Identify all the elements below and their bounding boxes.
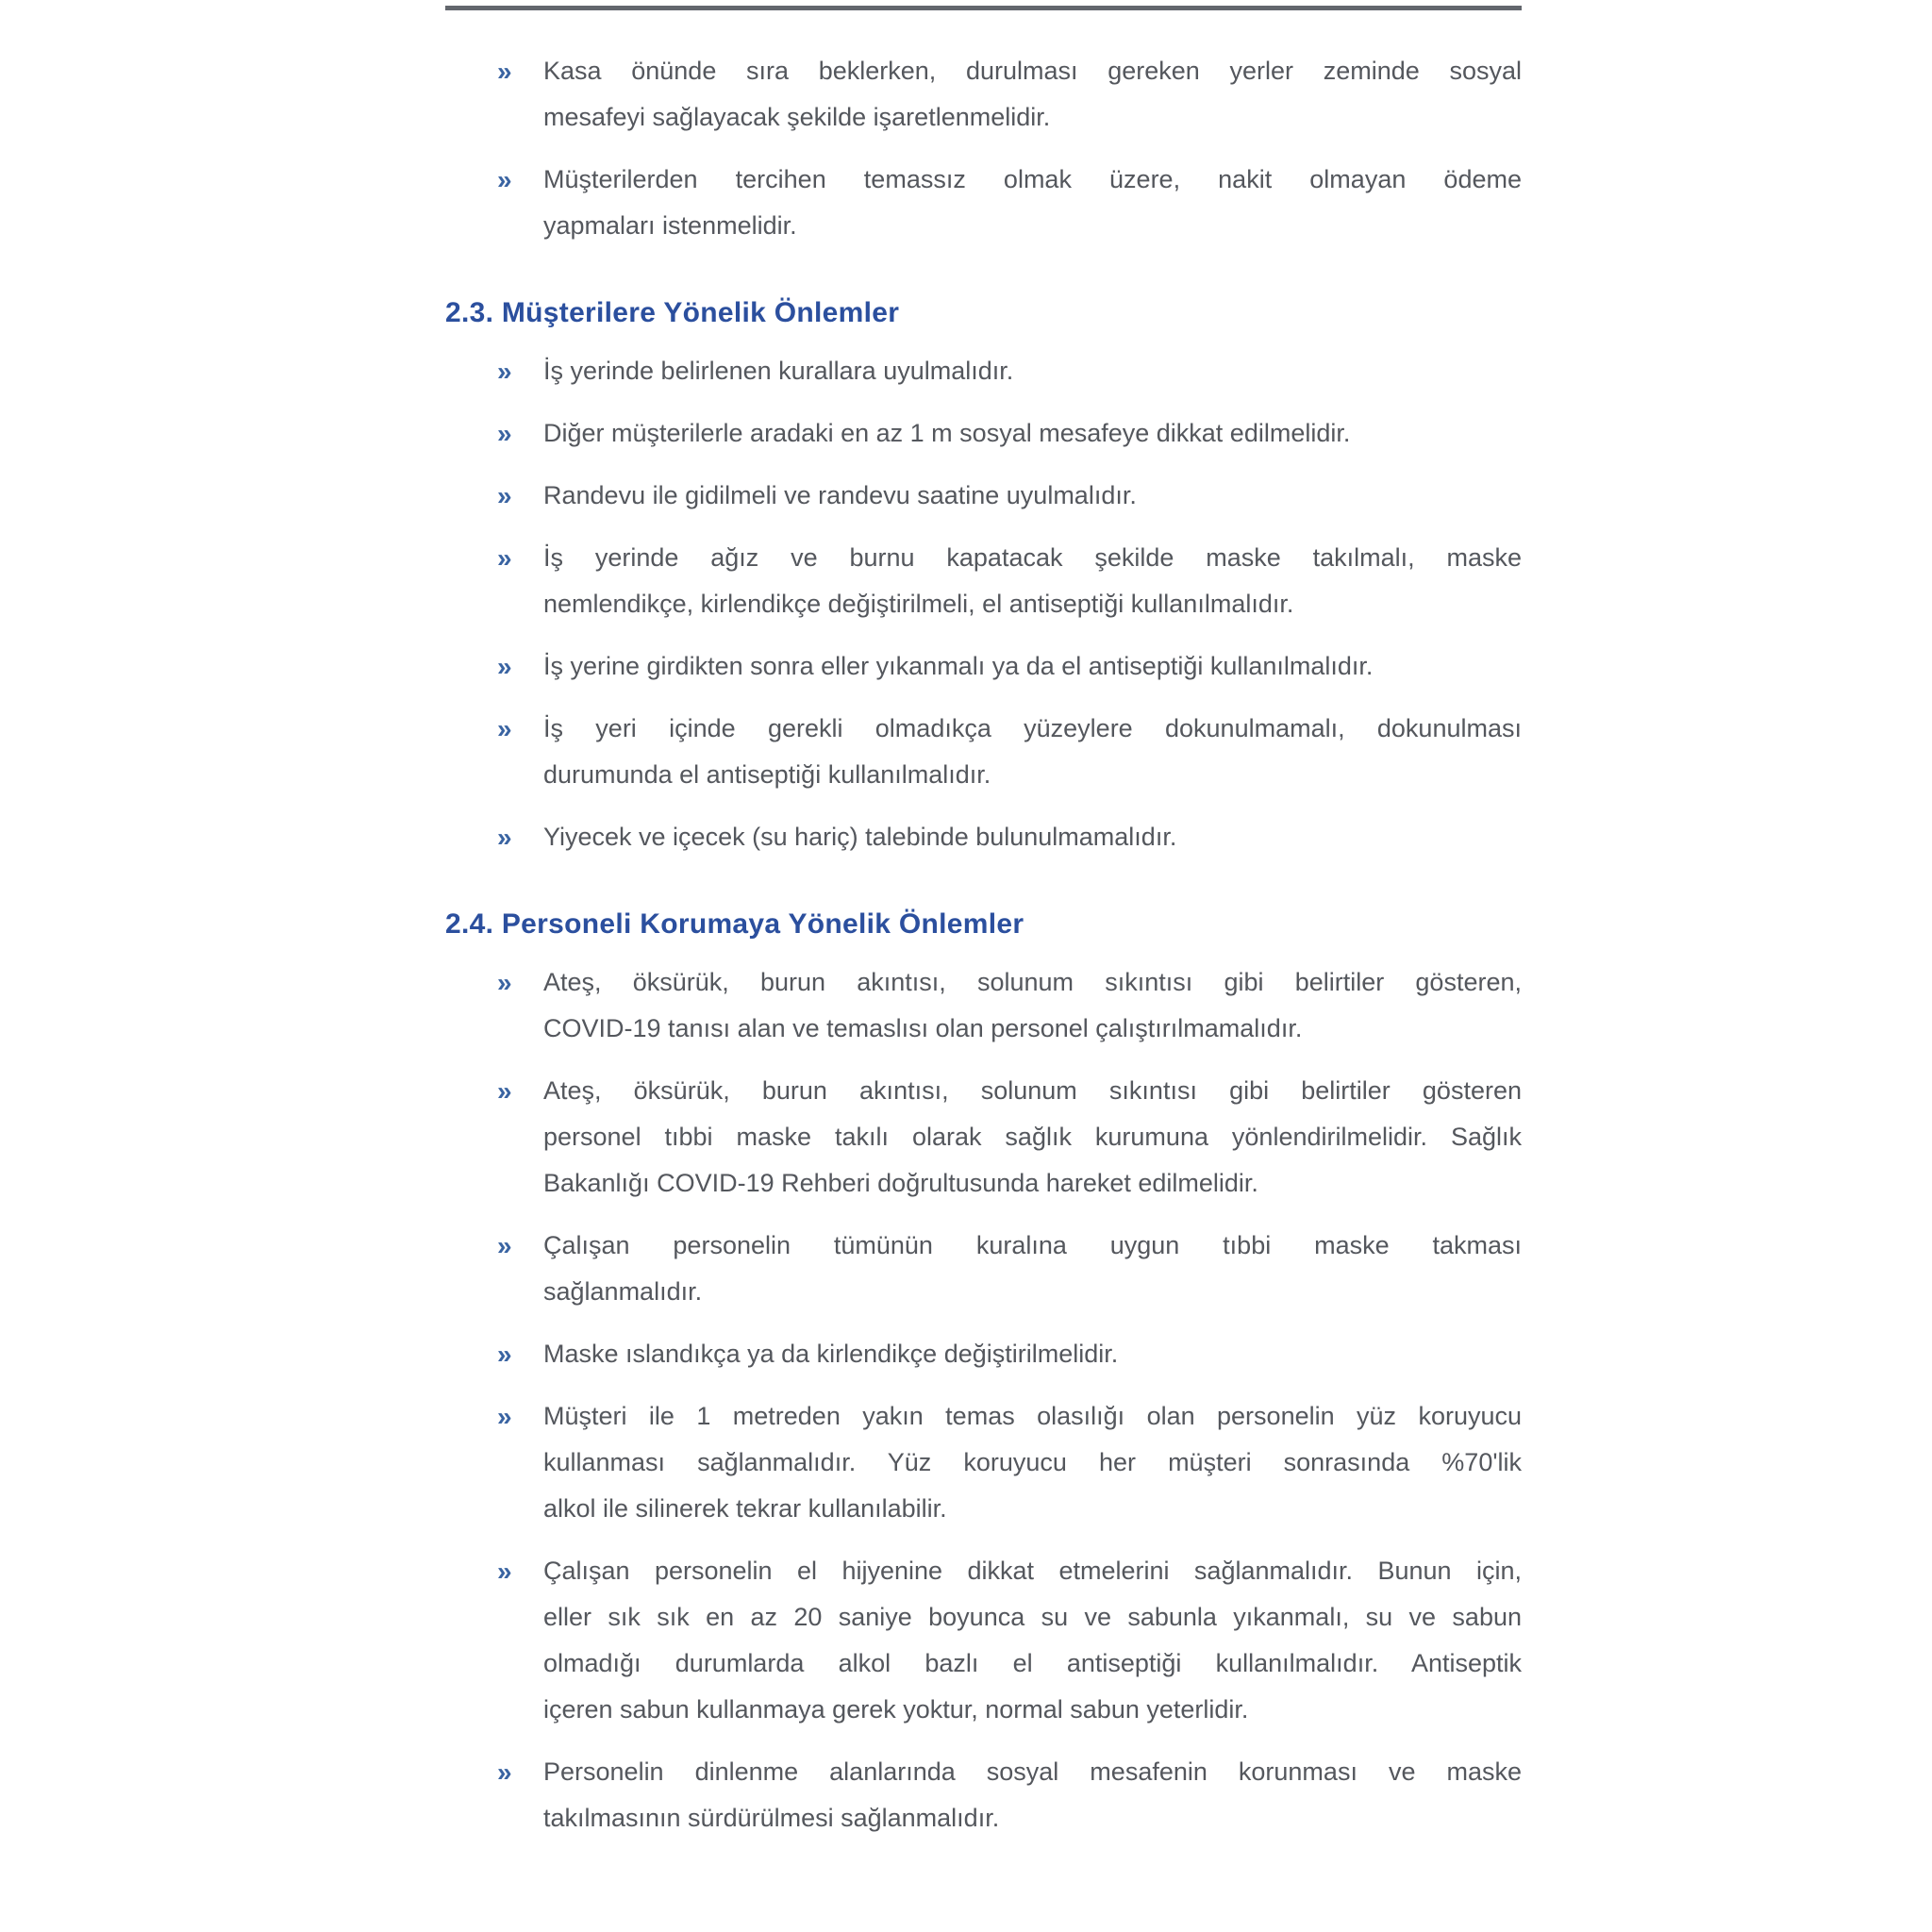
bullet-line: Çalışan personelin tümünün kuralına uygun tıbbi maske takması bbox=[543, 1231, 1522, 1259]
bullet-item bbox=[445, 1331, 1522, 1377]
bullet-line: takılmasının sürdürülmesi sağlanmalıdır. bbox=[543, 1804, 1000, 1832]
bullet-text bbox=[543, 1331, 1522, 1377]
bullet-text bbox=[543, 473, 1522, 519]
bullet-line: İş yerine girdikten sonra eller yıkanmalı ya da el antiseptiği kullanılmalıdır. bbox=[543, 652, 1374, 680]
bullet-text bbox=[543, 1548, 1522, 1733]
bullet-line: yapmaları istenmelidir. bbox=[543, 211, 797, 240]
bullet-line: durumunda el antiseptiği kullanılmalıdır. bbox=[543, 760, 991, 789]
bullet-line: nemlendikçe, kirlendikçe değiştirilmeli, el antiseptiği kullanılmalıdır. bbox=[543, 590, 1294, 618]
bullet-line: Maske ıslandıkça ya da kirlendikçe değiştirilmelidir. bbox=[543, 1340, 1119, 1368]
bullet-line: Bakanlığı COVID-19 Rehberi doğrultusunda hareket edilmelidir. bbox=[543, 1169, 1258, 1197]
bullet-item bbox=[445, 1068, 1522, 1207]
bullet-line: eller sık sık en az 20 saniye boyunca su ve sabunla yıkanmalı, su ve sabun bbox=[543, 1603, 1522, 1631]
bullet-item bbox=[445, 410, 1522, 457]
bullet-line: personel tıbbi maske takılı olarak sağlık kurumuna yönlendirilmelidir. Sağlık bbox=[543, 1123, 1522, 1151]
bullet-marker-icon: » bbox=[497, 1231, 512, 1260]
top-divider-rule bbox=[445, 6, 1522, 10]
bullet-marker-icon: » bbox=[497, 419, 512, 448]
bullet-text bbox=[543, 959, 1522, 1052]
section-heading: 2.4. Personeli Korumaya Yönelik Önlemler bbox=[445, 908, 1024, 940]
bullet-item bbox=[445, 959, 1522, 1052]
bullet-item bbox=[445, 48, 1522, 141]
bullet-item bbox=[445, 1393, 1522, 1532]
bullet-line: olmadığı durumlarda alkol bazlı el antiseptiği kullanılmalıdır. Antiseptik bbox=[543, 1649, 1522, 1677]
document-content bbox=[445, 48, 1522, 1857]
bullet-marker-icon: » bbox=[497, 714, 512, 743]
bullet-text bbox=[543, 410, 1522, 457]
bullet-line: Ateş, öksürük, burun akıntısı, solunum sıkıntısı gibi belirtiler gösteren bbox=[543, 1076, 1522, 1105]
bullet-item bbox=[445, 1548, 1522, 1733]
bullet-text bbox=[543, 157, 1522, 249]
bullet-marker-icon: » bbox=[497, 823, 512, 852]
bullet-item bbox=[445, 157, 1522, 249]
bullet-text bbox=[543, 48, 1522, 141]
bullet-marker-icon: » bbox=[497, 652, 512, 681]
bullet-item bbox=[445, 706, 1522, 798]
bullet-line: İş yerinde ağız ve burnu kapatacak şekilde maske takılmalı, maske bbox=[543, 543, 1522, 572]
bullet-marker-icon: » bbox=[497, 57, 512, 86]
bullet-text bbox=[543, 1223, 1522, 1315]
bullet-marker-icon: » bbox=[497, 357, 512, 386]
bullet-line: Diğer müşterilerle aradaki en az 1 m sosyal mesafeye dikkat edilmelidir. bbox=[543, 419, 1351, 447]
bullet-item bbox=[445, 473, 1522, 519]
bullet-line: Çalışan personelin el hijyenine dikkat etmelerini sağlanmalıdır. Bunun için, bbox=[543, 1557, 1522, 1585]
bullet-line: Müşteri ile 1 metreden yakın temas olasılığı olan personelin yüz koruyucu bbox=[543, 1402, 1522, 1430]
bullet-marker-icon: » bbox=[497, 543, 512, 573]
bullet-marker-icon: » bbox=[497, 1557, 512, 1586]
bullet-marker-icon: » bbox=[497, 165, 512, 194]
section-heading: 2.3. Müşterilere Yönelik Önlemler bbox=[445, 297, 900, 328]
bullet-item bbox=[445, 643, 1522, 690]
bullet-text bbox=[543, 348, 1522, 394]
bullet-item bbox=[445, 535, 1522, 627]
bullet-text bbox=[543, 535, 1522, 627]
bullet-marker-icon: » bbox=[497, 481, 512, 510]
bullet-line: içeren sabun kullanmaya gerek yoktur, normal sabun yeterlidir. bbox=[543, 1695, 1249, 1724]
bullet-line: Personelin dinlenme alanlarında sosyal mesafenin korunması ve maske bbox=[543, 1757, 1522, 1786]
content-column bbox=[445, 0, 1522, 1857]
bullet-line: İş yeri içinde gerekli olmadıkça yüzeylere dokunulmamalı, dokunulması bbox=[543, 714, 1522, 742]
bullet-marker-icon: » bbox=[497, 1340, 512, 1369]
bullet-marker-icon: » bbox=[497, 968, 512, 997]
bullet-item bbox=[445, 1223, 1522, 1315]
bullet-item bbox=[445, 348, 1522, 394]
bullet-item bbox=[445, 814, 1522, 860]
bullet-line: sağlanmalıdır. bbox=[543, 1277, 703, 1306]
bullet-text bbox=[543, 814, 1522, 860]
bullet-text bbox=[543, 706, 1522, 798]
bullet-text bbox=[543, 643, 1522, 690]
bullet-text bbox=[543, 1068, 1522, 1207]
bullet-marker-icon: » bbox=[497, 1076, 512, 1106]
bullet-line: mesafeyi sağlayacak şekilde işaretlenmelidir. bbox=[543, 103, 1051, 131]
bullet-line: Kasa önünde sıra beklerken, durulması gereken yerler zeminde sosyal bbox=[543, 57, 1522, 85]
bullet-line: Ateş, öksürük, burun akıntısı, solunum sıkıntısı gibi belirtiler gösteren, bbox=[543, 968, 1522, 996]
bullet-text bbox=[543, 1749, 1522, 1841]
bullet-marker-icon: » bbox=[497, 1402, 512, 1431]
bullet-text bbox=[543, 1393, 1522, 1532]
bullet-marker-icon: » bbox=[497, 1757, 512, 1787]
bullet-line: alkol ile silinerek tekrar kullanılabilir. bbox=[543, 1494, 947, 1523]
bullet-line: Müşterilerden tercihen temassız olmak üzere, nakit olmayan ödeme bbox=[543, 165, 1522, 193]
bullet-line: COVID-19 tanısı alan ve temaslısı olan personel çalıştırılmamalıdır. bbox=[543, 1014, 1303, 1042]
bullet-item bbox=[445, 1749, 1522, 1841]
bullet-line: Yiyecek ve içecek (su hariç) talebinde bulunulmamalıdır. bbox=[543, 823, 1177, 851]
bullet-line: Randevu ile gidilmeli ve randevu saatine uyulmalıdır. bbox=[543, 481, 1137, 509]
bullet-line: İş yerinde belirlenen kurallara uyulmalıdır. bbox=[543, 357, 1014, 385]
bullet-line: kullanması sağlanmalıdır. Yüz koruyucu her müşteri sonrasında %70'lik bbox=[543, 1448, 1522, 1476]
